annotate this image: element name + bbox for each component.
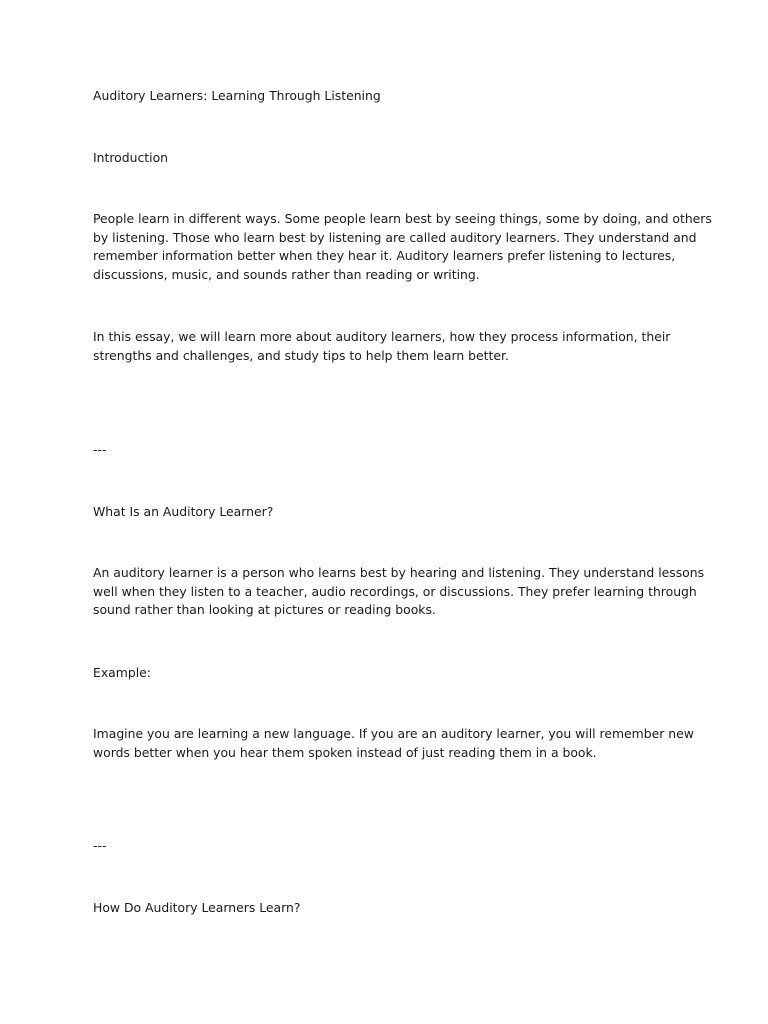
separator: --- [93, 442, 107, 457]
essay-line: In this essay, we will learn more about auditory learners, how they process information, their [93, 329, 671, 344]
section1-line: An auditory learner is a person who learns best by hearing and listening. They understand lessons [93, 565, 705, 580]
section1-line: well when they listen to a teacher, audio recordings, or discussions. They prefer learning through [93, 583, 697, 599]
section-heading-what-is: What Is an Auditory Learner? [93, 504, 274, 519]
essay-line: strengths and challenges, and study tips to help them learn better. [93, 347, 509, 363]
intro-line: People learn in different ways. Some people learn best by seeing things, some by doing, and others [93, 211, 712, 226]
intro-line: by listening. Those who learn best by listening are called auditory learners. They understand and [93, 229, 697, 245]
example-line: Imagine you are learning a new language. If you are an auditory learner, you will remember new [93, 726, 694, 741]
essay-overview-paragraph [93, 328, 683, 365]
intro-paragraph [93, 210, 712, 284]
intro-line: discussions, music, and sounds rather than reading or writing. [93, 266, 480, 282]
example-label: Example: [93, 665, 151, 680]
separator: --- [93, 838, 107, 853]
example-line: words better when you hear them spoken instead of just reading them in a book. [93, 744, 597, 760]
section-heading-how-learn: How Do Auditory Learners Learn? [93, 900, 301, 915]
section1-line: sound rather than looking at pictures or reading books. [93, 602, 436, 618]
section1-paragraph [93, 564, 705, 620]
example-paragraph [93, 725, 694, 762]
document-title: Auditory Learners: Learning Through Listening [93, 88, 381, 103]
intro-heading: Introduction [93, 150, 169, 165]
intro-line: remember information better when they hear it. Auditory learners prefer listening to lectures, [93, 248, 676, 264]
